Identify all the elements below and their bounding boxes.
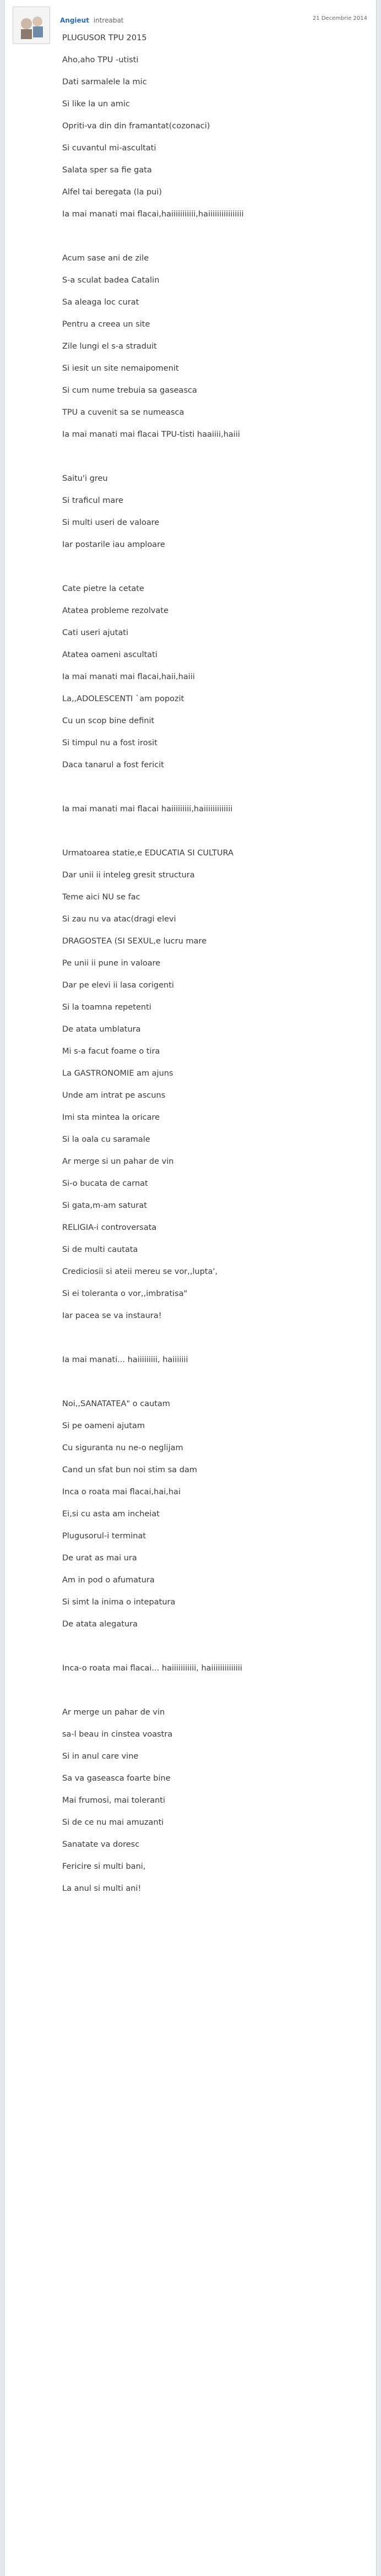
post-line: Si cuvantul mi-ascultati bbox=[62, 144, 156, 153]
post-title: PLUGUSOR TPU 2015 bbox=[62, 34, 147, 42]
post-line: Unde am intrat pe ascuns bbox=[62, 1091, 166, 1100]
post-line: De atata umblatura bbox=[62, 1025, 141, 1034]
author-link[interactable]: Angieut bbox=[60, 17, 89, 24]
post-line: Sanatate va doresc bbox=[62, 1840, 140, 1849]
post-date: 21 Decembrie 2014 bbox=[312, 15, 367, 21]
post-line: Ei,si cu asta am incheiat bbox=[62, 1510, 160, 1519]
post-line: Si la toamna repetenti bbox=[62, 1003, 151, 1012]
stanza-gap bbox=[62, 452, 363, 474]
post-action-label: intreabat bbox=[93, 17, 124, 24]
post-line: Ia mai manati mai flacai TPU-tisti haaiiii,haiii bbox=[62, 430, 240, 439]
stanza-gap bbox=[62, 1685, 363, 1707]
post-line: Atatea probleme rezolvate bbox=[62, 606, 169, 615]
post-line: Pentru a creea un site bbox=[62, 320, 150, 329]
stanza-gap bbox=[62, 1377, 363, 1399]
post-line: Cu siguranta nu ne-o neglijam bbox=[62, 1444, 183, 1452]
post-line: Cand un sfat bun noi stim sa dam bbox=[62, 1466, 197, 1474]
post-line: Iar postarile iau amploare bbox=[62, 540, 165, 549]
post-line: Cati useri ajutati bbox=[62, 628, 128, 637]
stanza-gap bbox=[62, 562, 363, 584]
post-line: Ar merge si un pahar de vin bbox=[62, 1157, 174, 1166]
stanza-gap bbox=[62, 231, 363, 253]
post-line: Si traficul mare bbox=[62, 496, 123, 505]
post-line: Si la oala cu saramale bbox=[62, 1135, 150, 1144]
post-header bbox=[60, 17, 367, 28]
post-line: Si zau nu va atac(dragi elevi bbox=[62, 915, 176, 924]
post-line: Teme aici NU se fac bbox=[62, 893, 140, 902]
post-line: Si de multi cautata bbox=[62, 1245, 138, 1254]
post-line: Inca-o roata mai flacai... haiiiiiiiiiii, haiiiiiiiiiiiiii bbox=[62, 1664, 242, 1673]
stanza-gap bbox=[62, 826, 363, 848]
post-line: Si de ce nu mai amuzanti bbox=[62, 1818, 164, 1827]
post-line: Si multi useri de valoare bbox=[62, 518, 160, 527]
post-line: Pe unii ii pune in valoare bbox=[62, 959, 161, 968]
post-line: Si iesit un site nemaipomenit bbox=[62, 364, 179, 373]
post-line: Daca tanarul a fost fericit bbox=[62, 761, 164, 769]
post-line: Opriti-va din din framantat(cozonaci) bbox=[62, 122, 210, 131]
post-line: De atata alegatura bbox=[62, 1620, 138, 1629]
post-line: Acum sase ani de zile bbox=[62, 254, 149, 263]
post-line: Zile lungi el s-a straduit bbox=[62, 342, 157, 351]
stanza-gap bbox=[62, 1641, 363, 1663]
post-line: Alfel tai beregata (la pui) bbox=[62, 188, 162, 197]
avatar-image-icon bbox=[13, 7, 50, 44]
post-line: La anul si multi ani! bbox=[62, 1884, 141, 1893]
post-card bbox=[4, 0, 377, 2576]
post-line: Urmatoarea statie,e EDUCATIA SI CULTURA bbox=[62, 849, 234, 858]
post-line: Salata sper sa fie gata bbox=[62, 166, 152, 175]
post-line: La GASTRONOMIE am ajuns bbox=[62, 1069, 173, 1078]
post-line: S-a sculat badea Catalin bbox=[62, 276, 160, 285]
post-line: Fericire si multi bani, bbox=[62, 1862, 146, 1871]
post-line: Sa aleaga loc curat bbox=[62, 298, 139, 307]
post-line: Si gata,m-am saturat bbox=[62, 1201, 147, 1210]
post-line: Si pe oameni ajutam bbox=[62, 1422, 145, 1430]
post-line: Si like la un amic bbox=[62, 100, 130, 109]
post-line: Si in anul care vine bbox=[62, 1752, 139, 1761]
post-line: Cate pietre la cetate bbox=[62, 584, 144, 593]
stanza-gap bbox=[62, 1333, 363, 1355]
post-line: De urat as mai ura bbox=[62, 1554, 137, 1563]
post-line: Inca o roata mai flacai,hai,hai bbox=[62, 1488, 181, 1496]
post-line: Ia mai manati mai flacai haiiiiiiiii,haiiiiiiiiiiiii bbox=[62, 805, 233, 814]
post-body bbox=[62, 33, 363, 1906]
post-line: Si cum nume trebuia sa gaseasca bbox=[62, 386, 197, 395]
post-line: La,,ADOLESCENTI `am popozit bbox=[62, 695, 184, 703]
post-line: Atatea oameni ascultati bbox=[62, 650, 157, 659]
post-line: Sa va gaseasca foarte bine bbox=[62, 1774, 171, 1783]
post-line: Si simt la inima o intepatura bbox=[62, 1598, 176, 1607]
post-line: Cu un scop bine definit bbox=[62, 717, 155, 725]
post-line: Ia mai manati... haiiiiiiiii, haiiiiiii bbox=[62, 1355, 188, 1364]
post-line: Iar pacea se va instaura! bbox=[62, 1311, 162, 1320]
post-line: Imi sta mintea la oricare bbox=[62, 1113, 160, 1122]
post-line: Plugusorul-i terminat bbox=[62, 1532, 146, 1541]
post-line: Si ei toleranta o vor,,imbratisa" bbox=[62, 1289, 188, 1298]
stanza-gap bbox=[62, 782, 363, 804]
post-line: Ar merge un pahar de vin bbox=[62, 1708, 165, 1717]
post-line: Si-o bucata de carnat bbox=[62, 1179, 148, 1188]
post-line: TPU a cuvenit sa se numeasca bbox=[62, 408, 184, 417]
post-line: DRAGOSTEA (SI SEXUL,e lucru mare bbox=[62, 937, 207, 946]
post-line: Mi s-a facut foame o tira bbox=[62, 1047, 160, 1056]
post-line: Dar unii ii inteleg gresit structura bbox=[62, 871, 195, 880]
post-line: Noi,,SANATATEA" o cautam bbox=[62, 1400, 170, 1408]
post-line: Ia mai manati mai flacai,haii,haiii bbox=[62, 673, 195, 681]
post-line: Dar pe elevi ii lasa corigenti bbox=[62, 981, 174, 990]
post-line: Si timpul nu a fost irosit bbox=[62, 739, 157, 747]
post-line: RELIGIA-i controversata bbox=[62, 1223, 157, 1232]
post-line: Ia mai manati mai flacai,haiiiiiiiiiii,haiiiiiiiiiiiiiiii bbox=[62, 210, 244, 219]
post-line: Mai frumosi, mai toleranti bbox=[62, 1796, 165, 1805]
post-line: Saitu'i greu bbox=[62, 474, 108, 483]
post-line: Aho,aho TPU -utisti bbox=[62, 56, 139, 64]
post-line: sa-l beau in cinstea voastra bbox=[62, 1730, 173, 1739]
post-line: Dati sarmalele la mic bbox=[62, 78, 147, 86]
post-line: Am in pod o afumatura bbox=[62, 1576, 155, 1585]
post-line: Crediciosii si ateii mereu se vor,,lupta', bbox=[62, 1267, 218, 1276]
avatar[interactable] bbox=[13, 7, 50, 44]
